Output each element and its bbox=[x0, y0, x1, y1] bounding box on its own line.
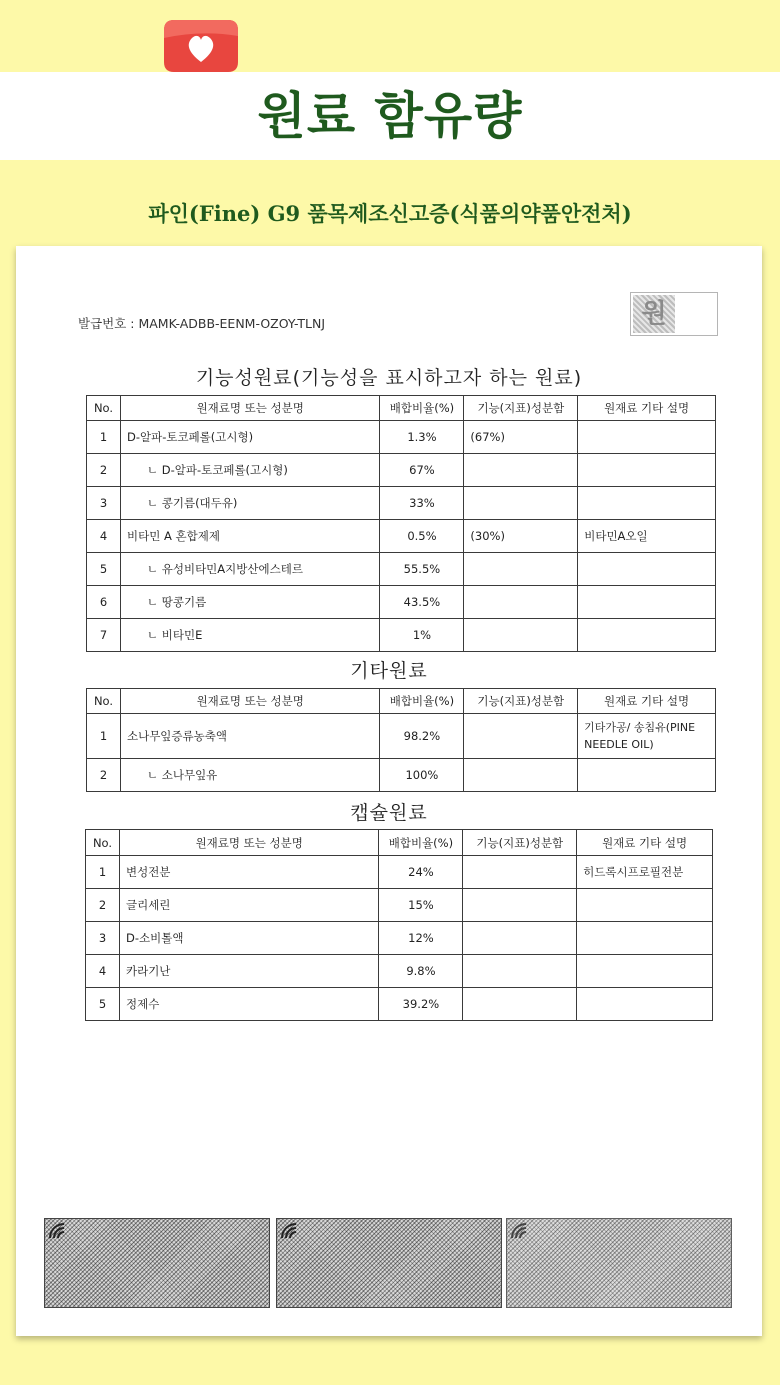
row-note bbox=[577, 889, 713, 922]
row-rate: 0.5% bbox=[380, 520, 464, 553]
table-row bbox=[87, 586, 716, 619]
row-note bbox=[577, 922, 713, 955]
section-title-other: 기타원료 bbox=[350, 660, 428, 682]
table-row bbox=[87, 759, 716, 792]
issue-number: 발급번호 : MAMK-ADBB-EENM-OZOY-TLNJ bbox=[78, 316, 326, 331]
row-note bbox=[578, 619, 716, 652]
row-no: 1 bbox=[86, 856, 120, 889]
row-name: D-소비톨액 bbox=[119, 922, 378, 955]
seal-stamp bbox=[630, 292, 718, 336]
col-header-rate: 배합비율(%) bbox=[380, 396, 464, 421]
table-row bbox=[87, 421, 716, 454]
row-rate: 1.3% bbox=[380, 421, 464, 454]
row-no: 5 bbox=[87, 553, 121, 586]
row-note bbox=[577, 988, 713, 1021]
row-note: 히드록시프로필전분 bbox=[577, 856, 713, 889]
row-note: 기타가공/ 송침유(PINE NEEDLE OIL) bbox=[578, 714, 716, 759]
table-row bbox=[86, 856, 713, 889]
row-no: 3 bbox=[87, 487, 121, 520]
row-name: ㄴ 유성비타민A지방산에스테르 bbox=[120, 553, 380, 586]
section-title-functional: 기능성원료(기능성을 표시하고자 하는 원료) bbox=[195, 367, 583, 389]
row-no: 5 bbox=[86, 988, 120, 1021]
row-func bbox=[464, 454, 578, 487]
col-header-no: No. bbox=[87, 689, 121, 714]
row-note bbox=[578, 586, 716, 619]
col-header-no: No. bbox=[87, 396, 121, 421]
row-func bbox=[463, 856, 577, 889]
row-no: 4 bbox=[86, 955, 120, 988]
row-func bbox=[464, 714, 578, 759]
col-header-name: 원재료명 또는 성분명 bbox=[120, 689, 379, 714]
row-no: 2 bbox=[87, 759, 121, 792]
row-name: 변성전분 bbox=[119, 856, 378, 889]
col-header-rate: 배합비율(%) bbox=[380, 689, 464, 714]
row-rate: 55.5% bbox=[380, 553, 464, 586]
page-title: 원료 함유량 bbox=[257, 87, 523, 145]
row-rate: 1% bbox=[380, 619, 464, 652]
row-name: ㄴ D-알파-토코페롤(고시형) bbox=[120, 454, 380, 487]
row-func bbox=[464, 759, 578, 792]
certificate-document bbox=[16, 246, 762, 1336]
row-note bbox=[578, 421, 716, 454]
row-note bbox=[577, 955, 713, 988]
row-name: ㄴ 비타민E bbox=[120, 619, 380, 652]
barcode-corner-icon bbox=[48, 1222, 66, 1240]
table-row bbox=[87, 454, 716, 487]
section-title-capsule: 캡슐원료 bbox=[350, 802, 428, 824]
barcode-corner-icon bbox=[510, 1222, 528, 1240]
row-rate: 15% bbox=[379, 889, 463, 922]
col-header-note: 원재료 기타 설명 bbox=[578, 396, 716, 421]
row-name: 카라기난 bbox=[119, 955, 378, 988]
row-note bbox=[578, 454, 716, 487]
row-rate: 100% bbox=[380, 759, 464, 792]
col-header-no: No. bbox=[86, 830, 120, 856]
col-header-func: 기능(지표)성분함 bbox=[464, 689, 578, 714]
row-no: 1 bbox=[87, 714, 121, 759]
row-func: (67%) bbox=[464, 421, 578, 454]
table-row bbox=[87, 553, 716, 586]
table-row bbox=[87, 520, 716, 553]
table-row bbox=[86, 922, 713, 955]
row-func bbox=[464, 586, 578, 619]
col-header-note: 원재료 기타 설명 bbox=[578, 689, 716, 714]
other-ingredients-table bbox=[86, 688, 716, 792]
col-header-func: 기능(지표)성분함 bbox=[463, 830, 577, 856]
col-header-name: 원재료명 또는 성분명 bbox=[119, 830, 378, 856]
capsule-ingredients-table bbox=[85, 829, 713, 1021]
row-no: 7 bbox=[87, 619, 121, 652]
col-header-note: 원재료 기타 설명 bbox=[577, 830, 713, 856]
seal-char: 원 bbox=[641, 299, 667, 329]
security-barcode bbox=[506, 1218, 732, 1308]
row-rate: 33% bbox=[380, 487, 464, 520]
row-name: 소나무잎증류농축액 bbox=[120, 714, 379, 759]
row-name: 글리세린 bbox=[119, 889, 378, 922]
row-no: 3 bbox=[86, 922, 120, 955]
row-rate: 67% bbox=[380, 454, 464, 487]
row-rate: 9.8% bbox=[379, 955, 463, 988]
row-no: 6 bbox=[87, 586, 121, 619]
security-barcode bbox=[276, 1218, 502, 1308]
row-name: ㄴ 콩기름(대두유) bbox=[120, 487, 380, 520]
table-row bbox=[86, 988, 713, 1021]
row-note bbox=[578, 487, 716, 520]
title-banner bbox=[0, 72, 780, 160]
row-rate: 98.2% bbox=[380, 714, 464, 759]
row-func bbox=[463, 955, 577, 988]
barcode-corner-icon bbox=[280, 1222, 298, 1240]
row-func bbox=[463, 889, 577, 922]
row-rate: 12% bbox=[379, 922, 463, 955]
row-func bbox=[463, 988, 577, 1021]
row-name: ㄴ 땅콩기름 bbox=[120, 586, 380, 619]
row-name: ㄴ 소나무잎유 bbox=[120, 759, 379, 792]
row-func: (30%) bbox=[464, 520, 578, 553]
row-name: D-알파-토코페롤(고시형) bbox=[120, 421, 380, 454]
table-row bbox=[87, 619, 716, 652]
page-subtitle: 파인(Fine) G9 품목제조신고증(식품의약품안전처) bbox=[148, 201, 632, 226]
row-no: 4 bbox=[87, 520, 121, 553]
row-no: 2 bbox=[86, 889, 120, 922]
row-note bbox=[578, 553, 716, 586]
col-header-func: 기능(지표)성분함 bbox=[464, 396, 578, 421]
row-note: 비타민A오일 bbox=[578, 520, 716, 553]
row-rate: 24% bbox=[379, 856, 463, 889]
table-row bbox=[86, 889, 713, 922]
col-header-rate: 배합비율(%) bbox=[379, 830, 463, 856]
row-name: 정제수 bbox=[119, 988, 378, 1021]
row-rate: 43.5% bbox=[380, 586, 464, 619]
row-note bbox=[578, 759, 716, 792]
row-func bbox=[463, 922, 577, 955]
security-barcode bbox=[44, 1218, 270, 1308]
table-row bbox=[87, 487, 716, 520]
row-func bbox=[464, 619, 578, 652]
functional-ingredients-table bbox=[86, 395, 716, 652]
row-no: 1 bbox=[87, 421, 121, 454]
table-row bbox=[87, 714, 716, 759]
row-rate: 39.2% bbox=[379, 988, 463, 1021]
row-func bbox=[464, 487, 578, 520]
col-header-name: 원재료명 또는 성분명 bbox=[120, 396, 380, 421]
row-name: 비타민 A 혼합제제 bbox=[120, 520, 380, 553]
table-row bbox=[86, 955, 713, 988]
row-no: 2 bbox=[87, 454, 121, 487]
row-func bbox=[464, 553, 578, 586]
